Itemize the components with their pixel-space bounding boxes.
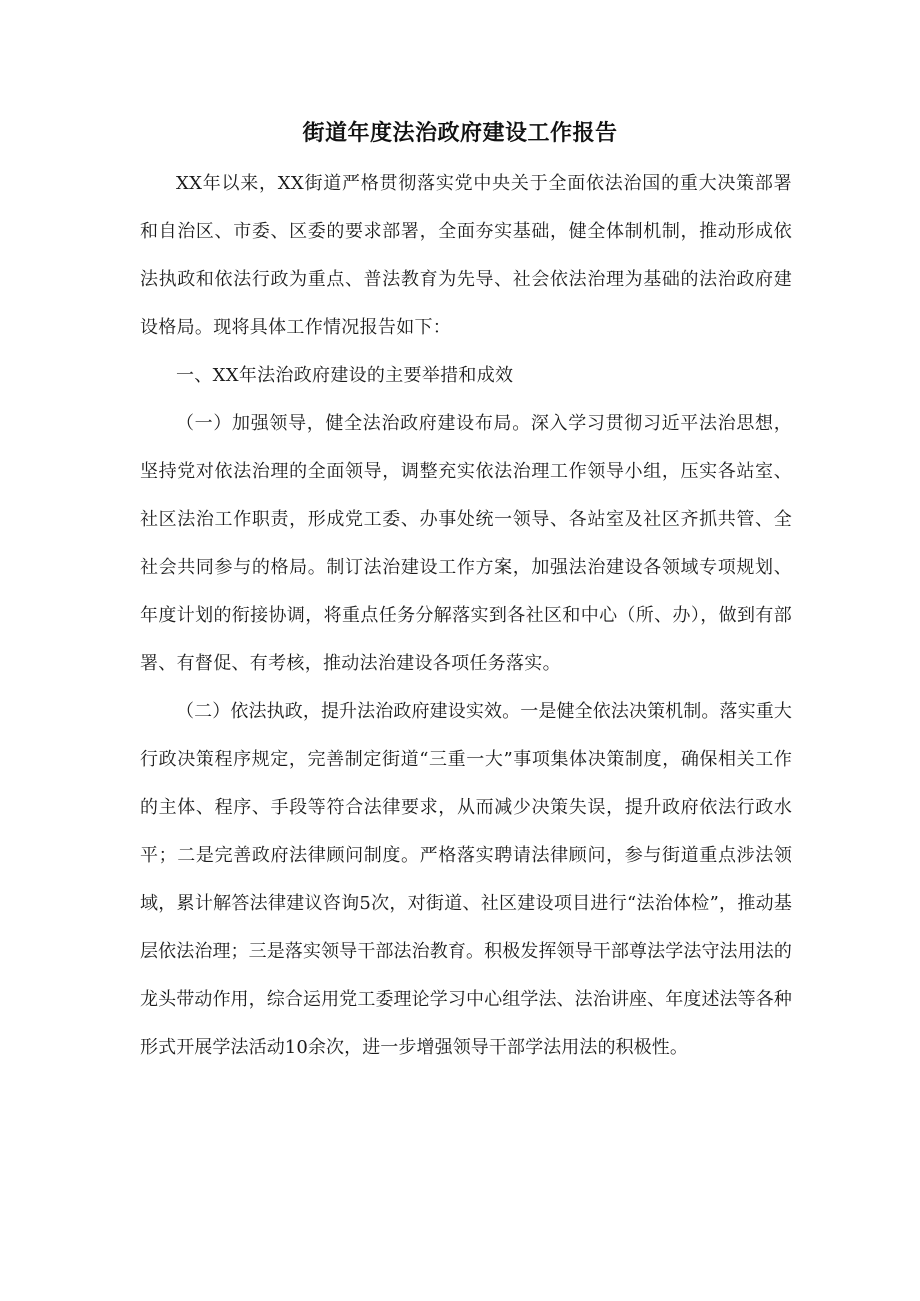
lawful-governance-paragraph: （二）依法执政，提升法治政府建设实效。一是健全依法决策机制。落实重大行政决策程序规定，完善制定街道“三重一大”事项集体决策制度，确保相关工作的主体、程序、手段等符合法律要求，从而减少决策失误，提升政府依法行政水平；二是完善政府法律顾问制度。严格落实聘请法律顾问，参与街道重点涉法领域，累计解答法律建议咨询5次，对街道、社区建设项目进行“法治体检”，推动基层依法治理；三是落实领导干部法治教育。积极发挥领导干部尊法学法守法用法的龙头带动作用，综合运用党工委理论学习中心组学法、法治讲座、年度述法等各种形式开展学法活动10余次，进一步增强领导干部学法用法的积极性。 <box>140 701 792 1058</box>
section-heading: 一、XX年法治政府建设的主要举措和成效 <box>176 365 514 386</box>
document-title: 街道年度法治政府建设工作报告 <box>302 121 618 146</box>
intro-paragraph: XX年以来，XX街道严格贯彻落实党中央关于全面依法治国的重大决策部署和自治区、市委、区委的要求部署，全面夯实基础，健全体制机制，推动形成依法执政和依法行政为重点、普法教育为先导、社会依法治理为基础的法治政府建设格局。现将具体工作情况报告如下： <box>140 173 792 338</box>
document-body <box>140 160 792 1072</box>
leadership-paragraph: （一）加强领导，健全法治政府建设布局。深入学习贯彻习近平法治思想，坚持党对依法治理的全面领导，调整充实依法治理工作领导小组，压实各站室、社区法治工作职责，形成党工委、办事处统一领导、各站室及社区齐抓共管、全社会共同参与的格局。制订法治建设工作方案，加强法治建设各领域专项规划、年度计划的衔接协调，将重点任务分解落实到各社区和中心（所、办），做到有部署、有督促、有考核，推动法治建设各项任务落实。 <box>140 413 792 674</box>
